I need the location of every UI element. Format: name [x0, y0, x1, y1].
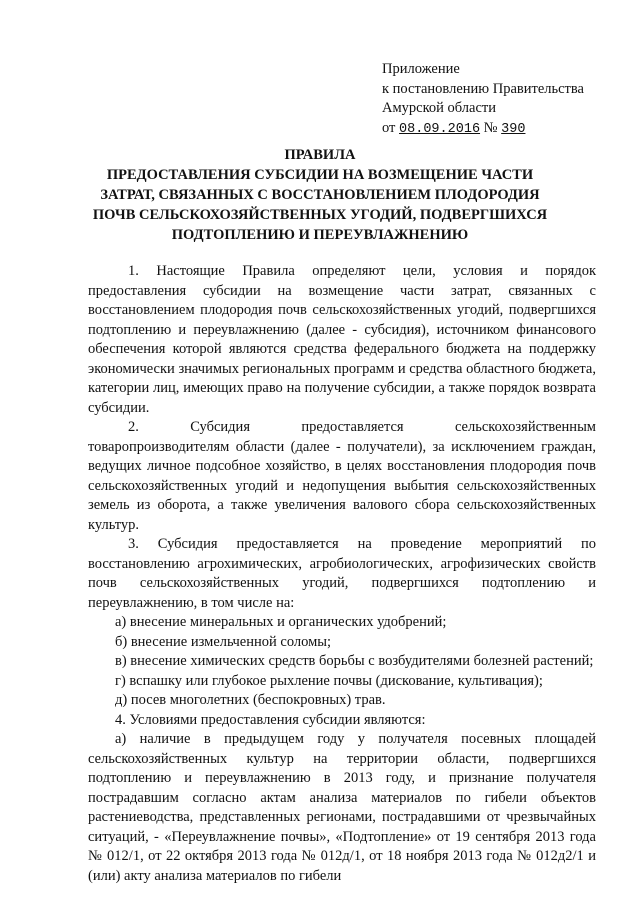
- list-item-4a: а) наличие в предыдущем году у получателя посевных площадей сельскохозяйственных культур на территории области, подвергшихся подтоплению и переувлажнению в 2013 году, и признание получателя пострадавшим согласно актам анализа материалов по гибели объектов растениеводства, представленных регионами, пострадавшими от чрезвычайных ситуаций, - «Переувлажнение почвы», «Подтопление» от 19 сентября 2013 года № 012/1, от 22 октября 2013 года № 012д/1, от 18 ноября 2013 года № 012д2/1 и (или) акту анализа материалов по гибели: [88, 731, 596, 884]
- annex-region: Амурской области: [382, 100, 496, 116]
- list-item-c: в) внесение химических средств борьбы с возбудителями болезней растений;: [115, 653, 594, 669]
- title-line-3: ПОЧВ СЕЛЬСКОХОЗЯЙСТВЕННЫХ УГОДИЙ, ПОДВЕРГШИХСЯ: [92, 207, 548, 223]
- annex-date-line: [382, 119, 632, 140]
- list-item-b: б) внесение измельченной соломы;: [115, 633, 332, 650]
- title-line-1: ПРЕДОСТАВЛЕНИЯ СУБСИДИИ НА ВОЗМЕЩЕНИЕ ЧАСТИ: [106, 167, 534, 183]
- annex-header: [382, 60, 632, 139]
- list-item-e: д) посев многолетних (беспокровных) трав.: [115, 692, 386, 708]
- title-line-2: ЗАТРАТ, СВЯЗАННЫХ С ВОССТАНОВЛЕНИЕМ ПЛОДОРОДИЯ: [100, 187, 540, 203]
- document-body: [88, 262, 596, 886]
- annex-label: Приложение: [382, 61, 460, 77]
- date-prefix: от: [382, 119, 396, 136]
- paragraph-1: 1. Настоящие Правила определяют цели, условия и порядок предоставления субсидии на возмещение части затрат, связанных с восстановлением плодородия почв сельскохозяйственных угодий, подвергшихся подтоплению и переувлажнению (далее - субсидия), источником финансового обеспечения которой являются средства федерального бюджета на поддержку экономически значимых региональных программ и средства областного бюджета, категории лиц, имеющих право на получение субсидии, а также порядок возврата субсидии.: [88, 263, 596, 416]
- annex-resolution: к постановлению Правительства: [382, 80, 584, 97]
- resolution-date: 08.09.2016: [399, 121, 481, 137]
- paragraph-2: 2. Субсидия предоставляется сельскохозяйственным товаропроизводителям области (далее - получатели), за исключением граждан, ведущих личное подсобное хозяйство, в целях восстановления плодородия почв сельскохозяйственных угодий и недопущения выбытия сельскохозяйственных земель из оборота, а также увеличения валового сбора сельскохозяйственных культур.: [88, 419, 596, 533]
- paragraph-4: 4. Условиями предоставления субсидии являются:: [115, 711, 426, 728]
- list-item-d: г) вспашку или глубокое рыхление почвы (дискование, культивация);: [115, 672, 543, 689]
- paragraph-3: 3. Субсидия предоставляется на проведение мероприятий по восстановлению агрохимических, агробиологических, агрофизических свойств почв сельскохозяйственных угодий, подвергшихся подтоплению и переувлажнению, в том числе на:: [88, 536, 596, 611]
- number-prefix: №: [483, 119, 498, 136]
- resolution-number: 390: [501, 121, 526, 137]
- list-item-a: а) внесение минеральных и органических удобрений;: [115, 614, 447, 630]
- title-line-4: ПОДТОПЛЕНИЮ И ПЕРЕУВЛАЖНЕНИЮ: [171, 227, 469, 243]
- document-title: [60, 145, 580, 245]
- title-heading: ПРАВИЛА: [284, 147, 356, 163]
